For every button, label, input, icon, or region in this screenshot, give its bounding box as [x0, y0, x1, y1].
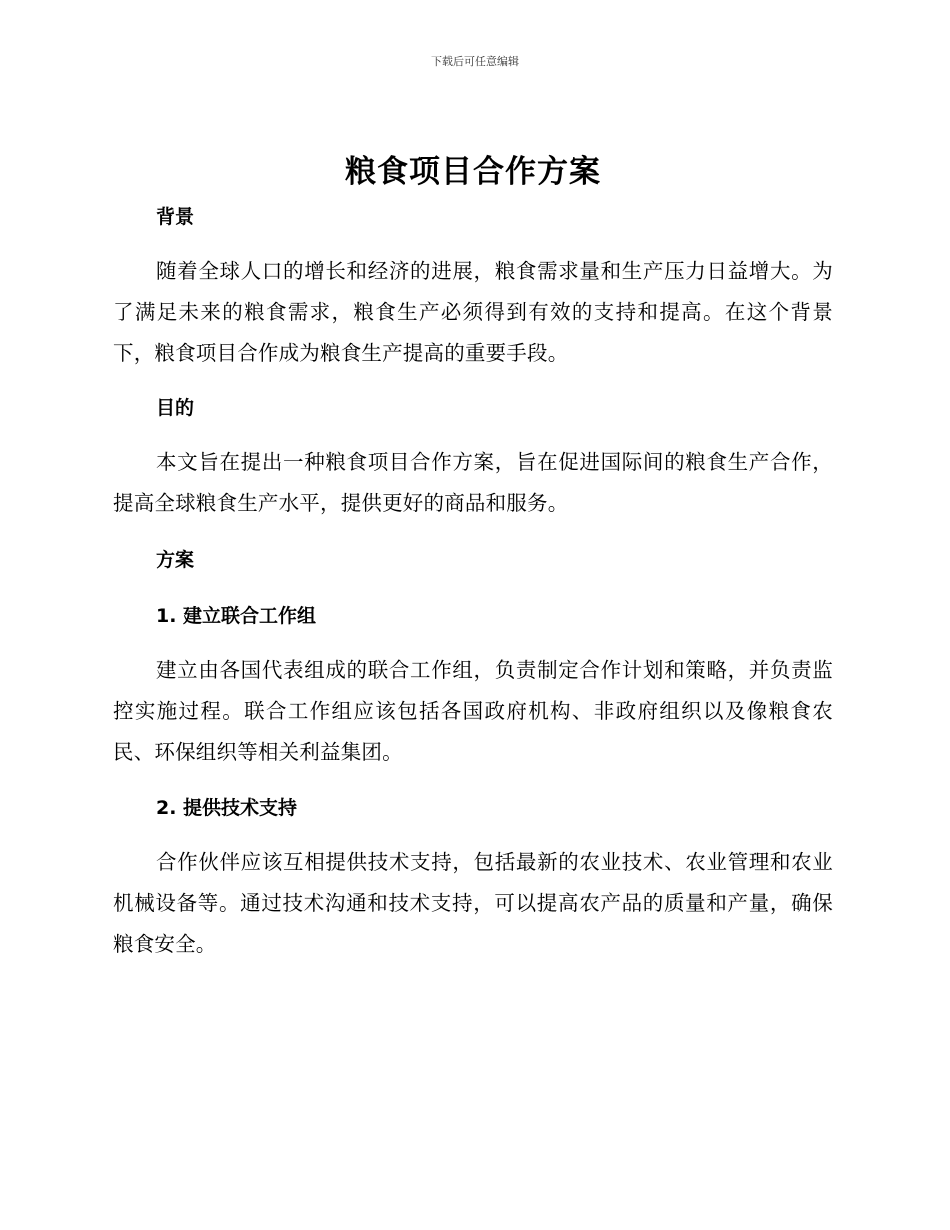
section-heading-background: 背景	[156, 206, 195, 228]
step-heading-joint-working-group: 1. 建立联合工作组	[156, 605, 317, 627]
step-paragraph-technical-support: 合作伙伴应该互相提供技术支持，包括最新的农业技术、农业管理和农业机械设备等。通过技术沟通和技术支持，可以提高农产品的质量和产量，确保粮食安全。	[113, 850, 833, 956]
section-paragraph-purpose: 本文旨在提出一种粮食项目合作方案，旨在促进国际间的粮食生产合作，提高全球粮食生产水平，提供更好的商品和服务。	[113, 450, 833, 515]
document-body	[113, 148, 833, 965]
document-title: 粮食项目合作方案	[345, 154, 601, 190]
section-heading-plan: 方案	[156, 549, 195, 571]
section-paragraph-background: 随着全球人口的增长和经济的进展，粮食需求量和生产压力日益增大。为了满足未来的粮食需求，粮食生产必须得到有效的支持和提高。在这个背景下，粮食项目合作成为粮食生产提高的重要手段。	[113, 259, 833, 365]
step-heading-technical-support: 2. 提供技术支持	[156, 797, 298, 819]
header-note: 下载后可任意编辑	[431, 55, 519, 68]
step-paragraph-joint-working-group: 建立由各国代表组成的联合工作组，负责制定合作计划和策略，并负责监控实施过程。联合工作组应该包括各国政府机构、非政府组织以及像粮食农民、环保组织等相关利益集团。	[113, 658, 833, 764]
section-heading-purpose: 目的	[156, 397, 195, 419]
